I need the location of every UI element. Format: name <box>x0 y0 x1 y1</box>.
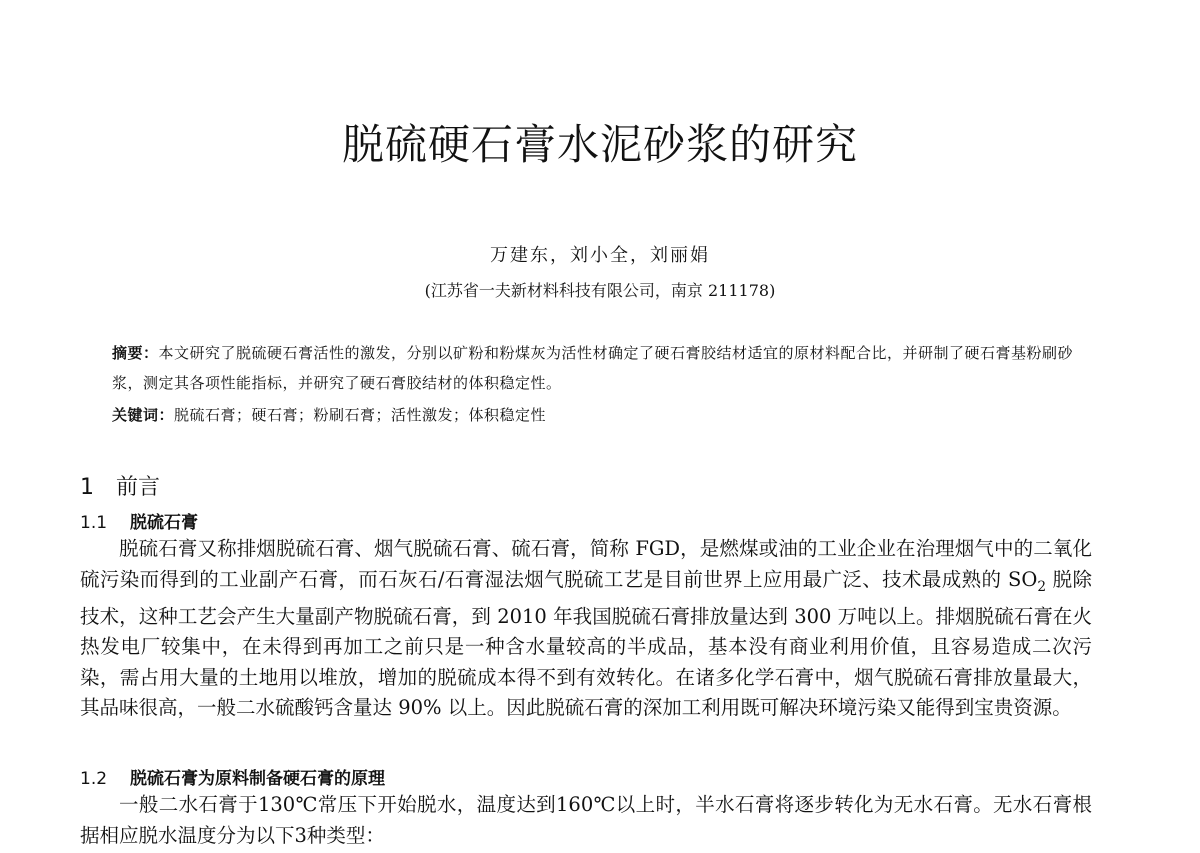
section-title: 前言 <box>116 475 161 500</box>
keywords-label: 关键词： <box>112 406 175 424</box>
formula-base: SO <box>1007 567 1038 591</box>
body-paragraph-1-2: 一般二水石膏于130℃常压下开始脱水，温度达到160℃以上时，半水石膏将逐步转化为无水石膏。无水石膏根据相应脱水温度分为以下3种类型： <box>80 793 1092 847</box>
abstract-label: 摘要： <box>112 344 159 362</box>
subsection-title: 脱硫石膏为原料制备硬石膏的原理 <box>130 769 385 789</box>
section-number: 1 <box>80 475 94 500</box>
paragraph-text-part: 脱除技术，这种工艺会产生大量副产物脱硫石膏，到 2010 年我国脱硫石膏排放量达到 300 万吨以上。排烟脱硫石膏在火热发电厂较集中，在未得到再加工之前只是一种含水量较高的半成品，基本没有商业利用价值，且容易造成二次污染，需占用大量的土地用以堆放，增加的脱硫成本得不到有效转化。在诸多化学石膏中，烟气脱硫石膏排放量最大，其品味很高，一般二水硫酸钙含量达 90% 以上。因此脱硫石膏的深加工利用既可解决环境污染又能得到宝贵资源。 <box>80 567 1092 720</box>
subsection-heading-1-2 <box>80 764 385 789</box>
paragraph-text-part: 脱硫石膏又称排烟脱硫石膏、烟气脱硫石膏、硫石膏，简称 FGD，是燃煤或油的工业企业在治理烟气中的二氧化硫污染而得到的工业副产石膏，而石灰石/石膏湿法烟气脱硫工艺是目前世界上应用最广泛、技术最成熟的 <box>80 537 1092 591</box>
section-heading-1 <box>80 470 160 501</box>
subsection-number: 1.2 <box>80 769 108 789</box>
affiliation: (江苏省一夫新材料科技有限公司，南京 211178) <box>424 281 776 300</box>
subsection-heading-1-1 <box>80 508 198 533</box>
subsection-number: 1.1 <box>80 513 108 533</box>
abstract-text: 本文研究了脱硫硬石膏活性的激发，分别以矿粉和粉煤灰为活性材确定了硬石膏胶结材适宜的原材料配合比，并研制了硬石膏基粉刷砂浆，测定其各项性能指标，并研究了硬石膏胶结材的体积稳定性。 <box>112 344 1074 392</box>
formula-subscript: 2 <box>1037 578 1047 595</box>
so2-formula <box>1007 567 1047 595</box>
paper-title: 脱硫硬石膏水泥砂浆的研究 <box>341 120 858 169</box>
keywords <box>112 404 1102 425</box>
keywords-text: 脱硫石膏；硬石膏；粉刷石膏；活性激发；体积稳定性 <box>174 406 547 424</box>
body-paragraph-1-1 <box>80 534 1092 724</box>
author-list: 万建东，刘小全，刘丽娟 <box>490 245 710 266</box>
abstract <box>112 338 1102 398</box>
subsection-title: 脱硫石膏 <box>130 513 198 533</box>
